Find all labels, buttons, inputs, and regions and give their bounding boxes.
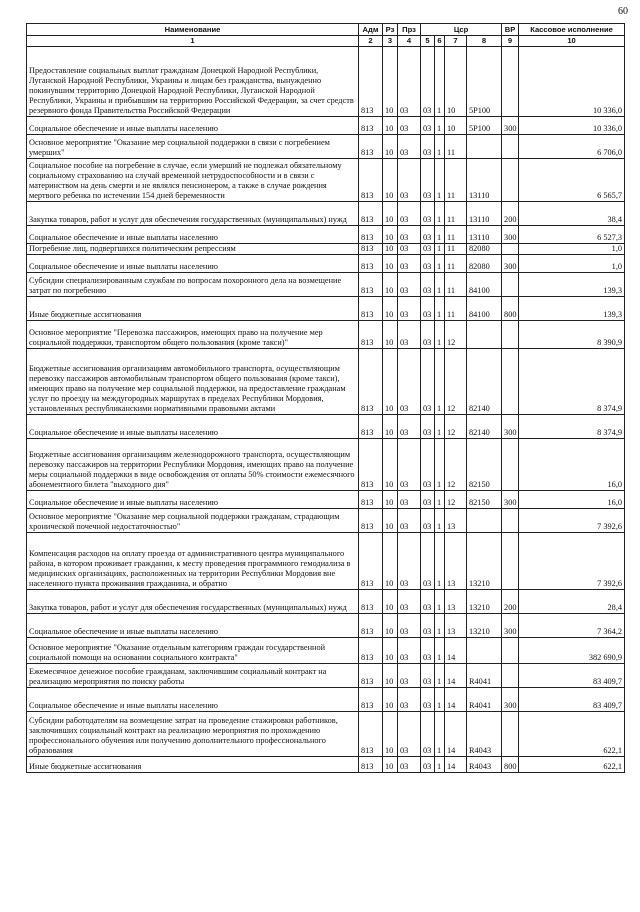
cell-c7: 11 — [445, 255, 467, 273]
cell-rz: 10 — [383, 757, 398, 773]
cell-amount: 622,1 — [519, 712, 625, 757]
cell-c8: 82150 — [467, 439, 502, 491]
cell-adm: 813 — [359, 117, 383, 135]
cell-c8: 13210 — [467, 614, 502, 638]
table-row — [27, 757, 625, 773]
cell-c5: 03 — [421, 202, 435, 226]
cell-adm: 813 — [359, 439, 383, 491]
table-row — [27, 135, 625, 159]
cell-c7: 11 — [445, 202, 467, 226]
table-row — [27, 638, 625, 664]
cell-adm: 813 — [359, 614, 383, 638]
header-amount: Кассовое исполнение — [519, 24, 625, 36]
cell-amount: 16,0 — [519, 439, 625, 491]
cell-c6: 1 — [435, 255, 445, 273]
cell-c6: 1 — [435, 202, 445, 226]
table-row — [27, 202, 625, 226]
cell-rz: 10 — [383, 226, 398, 244]
cell-vr — [502, 533, 519, 590]
cell-name: Иные бюджетные ассигнования — [27, 297, 359, 321]
cell-vr: 300 — [502, 614, 519, 638]
cell-name: Социальное пособие на погребение в случае, если умерший не подлежал обязательному социальному страхованию на случай временной нетрудоспособности и в связи с материнством на день смерти и не являлся пенсионером, а также в случае рождения мертвого ребенка по истечении 154 дней беременности — [27, 159, 359, 202]
header-number: 3 — [383, 36, 398, 47]
cell-vr: 300 — [502, 226, 519, 244]
cell-c5: 03 — [421, 135, 435, 159]
table-row — [27, 664, 625, 688]
cell-name: Ежемесячное денежное пособие гражданам, заключившим социальный контракт на реализацию мероприятия по поиску работы — [27, 664, 359, 688]
cell-c8: 82150 — [467, 491, 502, 509]
cell-c7: 14 — [445, 688, 467, 712]
cell-c6: 1 — [435, 244, 445, 255]
cell-vr: 200 — [502, 202, 519, 226]
cell-adm: 813 — [359, 159, 383, 202]
cell-adm: 813 — [359, 712, 383, 757]
header-adm: Адм — [359, 24, 383, 36]
table-row — [27, 590, 625, 614]
cell-c7: 12 — [445, 491, 467, 509]
cell-name: Бюджетные ассигнования организациям автомобильного транспорта, осуществляющим перевозку пассажиров автомобильным транспортом общего пользования (кроме такси), имеющих право на получение мер социальной поддержки, на предоставление гражданам услуг по проезду на междугородных маршрутах в пределах Республики Мордовия, установленных республиканскими нормативными правовыми актами — [27, 349, 359, 415]
cell-c5: 03 — [421, 664, 435, 688]
cell-name: Субсидии специализированным службам по вопросам похоронного дела на возмещение затрат по погребению — [27, 273, 359, 297]
cell-prz: 03 — [398, 321, 421, 349]
cell-amount: 7 364,2 — [519, 614, 625, 638]
cell-c5: 03 — [421, 757, 435, 773]
cell-adm: 813 — [359, 688, 383, 712]
cell-prz: 03 — [398, 349, 421, 415]
header-number: 1 — [27, 36, 359, 47]
table-row — [27, 117, 625, 135]
cell-c6: 1 — [435, 614, 445, 638]
header-number: 6 — [435, 36, 445, 47]
cell-c7: 11 — [445, 297, 467, 321]
cell-c8: R4043 — [467, 757, 502, 773]
header-vr: ВР — [502, 24, 519, 36]
cell-adm: 813 — [359, 757, 383, 773]
header-row — [27, 24, 625, 36]
cell-name: Социальное обеспечение и иные выплаты населению — [27, 415, 359, 439]
cell-amount: 7 392,6 — [519, 509, 625, 533]
cell-prz: 03 — [398, 415, 421, 439]
cell-c5: 03 — [421, 638, 435, 664]
cell-name: Бюджетные ассигнования организациям железнодорожного транспорта, осуществляющим перевозку пассажиров на территории Республики Мордовия, имеющих право на получение меры социальной поддержки в виде освобождения от оплаты 50% стоимости ежемесячного абонементного билета "выходного дня" — [27, 439, 359, 491]
cell-adm: 813 — [359, 321, 383, 349]
cell-prz: 03 — [398, 255, 421, 273]
cell-amount: 6 527,3 — [519, 226, 625, 244]
cell-c7: 11 — [445, 273, 467, 297]
cell-c6: 1 — [435, 757, 445, 773]
cell-rz: 10 — [383, 439, 398, 491]
cell-c5: 03 — [421, 590, 435, 614]
cell-rz: 10 — [383, 509, 398, 533]
table-row — [27, 226, 625, 244]
cell-prz: 03 — [398, 509, 421, 533]
cell-c8: R4041 — [467, 664, 502, 688]
cell-prz: 03 — [398, 202, 421, 226]
cell-c6: 1 — [435, 415, 445, 439]
cell-adm: 813 — [359, 244, 383, 255]
cell-c7: 14 — [445, 664, 467, 688]
cell-c5: 03 — [421, 614, 435, 638]
cell-rz: 10 — [383, 202, 398, 226]
cell-adm: 813 — [359, 47, 383, 117]
cell-c5: 03 — [421, 509, 435, 533]
cell-vr: 300 — [502, 255, 519, 273]
cell-amount: 7 392,6 — [519, 533, 625, 590]
cell-rz: 10 — [383, 664, 398, 688]
cell-amount: 38,4 — [519, 202, 625, 226]
cell-vr — [502, 47, 519, 117]
cell-prz: 03 — [398, 226, 421, 244]
cell-c7: 13 — [445, 533, 467, 590]
header-number: 7 — [445, 36, 467, 47]
cell-vr — [502, 321, 519, 349]
header-number: 5 — [421, 36, 435, 47]
cell-name: Основное мероприятие "Перевозка пассажиров, имеющих право на получение мер социальной поддержки, транспортом общего пользования (кроме такси)" — [27, 321, 359, 349]
cell-adm: 813 — [359, 349, 383, 415]
cell-c7: 13 — [445, 590, 467, 614]
cell-amount: 139,3 — [519, 297, 625, 321]
cell-name: Социальное обеспечение и иные выплаты населению — [27, 614, 359, 638]
cell-c6: 1 — [435, 712, 445, 757]
cell-vr — [502, 509, 519, 533]
cell-adm: 813 — [359, 638, 383, 664]
cell-c5: 03 — [421, 226, 435, 244]
cell-amount: 10 336,0 — [519, 47, 625, 117]
cell-name: Социальное обеспечение и иные выплаты населению — [27, 226, 359, 244]
table-row — [27, 614, 625, 638]
cell-c8 — [467, 135, 502, 159]
cell-rz: 10 — [383, 614, 398, 638]
cell-c5: 03 — [421, 533, 435, 590]
cell-c6: 1 — [435, 491, 445, 509]
cell-vr: 300 — [502, 491, 519, 509]
header-number: 9 — [502, 36, 519, 47]
cell-rz: 10 — [383, 273, 398, 297]
cell-prz: 03 — [398, 297, 421, 321]
cell-adm: 813 — [359, 226, 383, 244]
cell-c8 — [467, 638, 502, 664]
cell-c6: 1 — [435, 509, 445, 533]
cell-c6: 1 — [435, 638, 445, 664]
cell-c6: 1 — [435, 533, 445, 590]
cell-c6: 1 — [435, 349, 445, 415]
cell-vr — [502, 244, 519, 255]
cell-c5: 03 — [421, 244, 435, 255]
page-number: 60 — [618, 6, 628, 17]
cell-adm: 813 — [359, 664, 383, 688]
cell-prz: 03 — [398, 491, 421, 509]
cell-adm: 813 — [359, 135, 383, 159]
cell-c6: 1 — [435, 439, 445, 491]
cell-amount: 8 390,9 — [519, 321, 625, 349]
cell-prz: 03 — [398, 664, 421, 688]
cell-name: Основное мероприятие "Оказание отдельным категориям граждан государственной социальной помощи на основании социального контракта" — [27, 638, 359, 664]
cell-c7: 14 — [445, 757, 467, 773]
cell-name: Социальное обеспечение и иные выплаты населению — [27, 255, 359, 273]
cell-c8: 82080 — [467, 255, 502, 273]
cell-amount: 139,3 — [519, 273, 625, 297]
cell-c7: 11 — [445, 226, 467, 244]
cell-amount: 6 565,7 — [519, 159, 625, 202]
cell-prz: 03 — [398, 135, 421, 159]
cell-adm: 813 — [359, 533, 383, 590]
cell-c6: 1 — [435, 117, 445, 135]
cell-rz: 10 — [383, 590, 398, 614]
header-prz: Прз — [398, 24, 421, 36]
cell-c8: R4043 — [467, 712, 502, 757]
cell-c5: 03 — [421, 491, 435, 509]
table-row — [27, 244, 625, 255]
cell-amount: 1,0 — [519, 255, 625, 273]
cell-c6: 1 — [435, 159, 445, 202]
cell-adm: 813 — [359, 273, 383, 297]
cell-c7: 11 — [445, 159, 467, 202]
cell-c8: R4041 — [467, 688, 502, 712]
cell-adm: 813 — [359, 509, 383, 533]
header-number: 4 — [398, 36, 421, 47]
cell-rz: 10 — [383, 321, 398, 349]
table-row — [27, 712, 625, 757]
cell-c6: 1 — [435, 273, 445, 297]
cell-vr: 300 — [502, 117, 519, 135]
cell-vr: 300 — [502, 688, 519, 712]
cell-prz: 03 — [398, 757, 421, 773]
cell-rz: 10 — [383, 533, 398, 590]
cell-c8: 82140 — [467, 349, 502, 415]
cell-vr — [502, 159, 519, 202]
cell-prz: 03 — [398, 244, 421, 255]
cell-amount: 83 409,7 — [519, 688, 625, 712]
table-row — [27, 255, 625, 273]
cell-c8: 13110 — [467, 202, 502, 226]
cell-prz: 03 — [398, 117, 421, 135]
cell-c8 — [467, 321, 502, 349]
cell-amount: 83 409,7 — [519, 664, 625, 688]
cell-c8: 84100 — [467, 273, 502, 297]
cell-c6: 1 — [435, 688, 445, 712]
cell-adm: 813 — [359, 415, 383, 439]
cell-amount: 8 374,9 — [519, 415, 625, 439]
cell-amount: 622,1 — [519, 757, 625, 773]
cell-c7: 14 — [445, 638, 467, 664]
cell-c5: 03 — [421, 117, 435, 135]
cell-c5: 03 — [421, 297, 435, 321]
cell-c7: 12 — [445, 321, 467, 349]
cell-c6: 1 — [435, 47, 445, 117]
cell-prz: 03 — [398, 47, 421, 117]
cell-adm: 813 — [359, 297, 383, 321]
cell-c7: 14 — [445, 712, 467, 757]
cell-rz: 10 — [383, 47, 398, 117]
cell-prz: 03 — [398, 688, 421, 712]
cell-c5: 03 — [421, 415, 435, 439]
cell-name: Основное мероприятие "Оказание мер социальной поддержки в связи с погребением умерших" — [27, 135, 359, 159]
cell-rz: 10 — [383, 159, 398, 202]
header-number: 8 — [467, 36, 502, 47]
cell-c8: 13210 — [467, 590, 502, 614]
cell-name: Закупка товаров, работ и услуг для обеспечения государственных (муниципальных) нужд — [27, 590, 359, 614]
header-number: 10 — [519, 36, 625, 47]
cell-rz: 10 — [383, 349, 398, 415]
cell-c6: 1 — [435, 226, 445, 244]
cell-amount: 382 690,9 — [519, 638, 625, 664]
cell-c5: 03 — [421, 712, 435, 757]
cell-adm: 813 — [359, 202, 383, 226]
cell-c7: 12 — [445, 439, 467, 491]
table-row — [27, 439, 625, 491]
table-row — [27, 297, 625, 321]
cell-prz: 03 — [398, 590, 421, 614]
cell-amount: 10 336,0 — [519, 117, 625, 135]
cell-name: Компенсация расходов на оплату проезда от административного центра муниципального района, в котором проживает гражданин, к месту проведения программного гемодиализа в медицинских организациях, расположенных на территории Республики Мордовия вне населенного пункта проживания гражданина, и обратно — [27, 533, 359, 590]
cell-name: Субсидии работодателям на возмещение затрат на проведение стажировки работников, заключивших социальный контракт на реализацию мероприятия по прохождению профессионального обучения или получению дополнительного профессионального образования — [27, 712, 359, 757]
cell-vr: 300 — [502, 415, 519, 439]
cell-c5: 03 — [421, 255, 435, 273]
cell-vr — [502, 273, 519, 297]
cell-name: Предоставление социальных выплат гражданам Донецкой Народной Республики, Луганской Народной Республики, Украины и лицам без гражданства, вынужденно покинувшим территорию Донецкой Народной Республики, Луганской Народной Республики, Украины и прибывшим на территорию Российской Федерации, за счет средств резервного фонда Правительства Российской Федерации — [27, 47, 359, 117]
cell-vr: 200 — [502, 590, 519, 614]
cell-vr: 800 — [502, 757, 519, 773]
table-row — [27, 273, 625, 297]
cell-name: Погребение лиц, подвергшихся политическим репрессиям — [27, 244, 359, 255]
cell-c8: 13210 — [467, 533, 502, 590]
cell-c6: 1 — [435, 664, 445, 688]
table-row — [27, 533, 625, 590]
cell-c7: 10 — [445, 47, 467, 117]
cell-c6: 1 — [435, 297, 445, 321]
cell-c8: 13110 — [467, 226, 502, 244]
cell-c7: 12 — [445, 349, 467, 415]
cell-vr — [502, 712, 519, 757]
table-row — [27, 47, 625, 117]
cell-c5: 03 — [421, 321, 435, 349]
table-row — [27, 491, 625, 509]
cell-vr — [502, 439, 519, 491]
cell-amount: 28,4 — [519, 590, 625, 614]
table-row — [27, 159, 625, 202]
cell-name: Социальное обеспечение и иные выплаты населению — [27, 688, 359, 712]
header-number-row — [27, 36, 625, 47]
cell-vr — [502, 135, 519, 159]
cell-c5: 03 — [421, 688, 435, 712]
cell-rz: 10 — [383, 297, 398, 321]
cell-amount: 8 374,9 — [519, 349, 625, 415]
cell-rz: 10 — [383, 712, 398, 757]
cell-vr — [502, 638, 519, 664]
budget-execution-table — [26, 23, 625, 773]
cell-c6: 1 — [435, 135, 445, 159]
cell-c8: 13110 — [467, 159, 502, 202]
table-row — [27, 509, 625, 533]
cell-vr — [502, 664, 519, 688]
cell-prz: 03 — [398, 273, 421, 297]
cell-name: Социальное обеспечение и иные выплаты населению — [27, 117, 359, 135]
cell-prz: 03 — [398, 638, 421, 664]
cell-name: Иные бюджетные ассигнования — [27, 757, 359, 773]
table-row — [27, 688, 625, 712]
cell-name: Социальное обеспечение и иные выплаты населению — [27, 491, 359, 509]
cell-c6: 1 — [435, 590, 445, 614]
cell-c8: 84100 — [467, 297, 502, 321]
cell-c5: 03 — [421, 273, 435, 297]
cell-c8: 5Р100 — [467, 117, 502, 135]
cell-adm: 813 — [359, 590, 383, 614]
header-name: Наименование — [27, 24, 359, 36]
cell-c7: 11 — [445, 244, 467, 255]
cell-prz: 03 — [398, 614, 421, 638]
cell-amount: 1,0 — [519, 244, 625, 255]
cell-rz: 10 — [383, 135, 398, 159]
cell-c5: 03 — [421, 439, 435, 491]
cell-adm: 813 — [359, 491, 383, 509]
cell-rz: 10 — [383, 415, 398, 439]
cell-adm: 813 — [359, 255, 383, 273]
header-number: 2 — [359, 36, 383, 47]
cell-c5: 03 — [421, 349, 435, 415]
cell-rz: 10 — [383, 255, 398, 273]
cell-vr — [502, 349, 519, 415]
cell-c7: 11 — [445, 135, 467, 159]
cell-amount: 6 706,0 — [519, 135, 625, 159]
cell-rz: 10 — [383, 638, 398, 664]
cell-name: Основное мероприятие "Оказание мер социальной поддержки гражданам, страдающим хронической почечной недостаточностью" — [27, 509, 359, 533]
header-rz: Рз — [383, 24, 398, 36]
cell-c8: 5Р100 — [467, 47, 502, 117]
table-row — [27, 415, 625, 439]
cell-c5: 03 — [421, 159, 435, 202]
cell-rz: 10 — [383, 117, 398, 135]
cell-prz: 03 — [398, 159, 421, 202]
cell-c7: 13 — [445, 614, 467, 638]
table-row — [27, 349, 625, 415]
cell-rz: 10 — [383, 244, 398, 255]
cell-c7: 13 — [445, 509, 467, 533]
cell-prz: 03 — [398, 712, 421, 757]
cell-amount: 16,0 — [519, 491, 625, 509]
header-csr: Цср — [421, 24, 502, 36]
cell-c8: 82140 — [467, 415, 502, 439]
cell-rz: 10 — [383, 688, 398, 712]
cell-c7: 10 — [445, 117, 467, 135]
table-row — [27, 321, 625, 349]
cell-c7: 12 — [445, 415, 467, 439]
cell-c5: 03 — [421, 47, 435, 117]
cell-name: Закупка товаров, работ и услуг для обеспечения государственных (муниципальных) нужд — [27, 202, 359, 226]
cell-prz: 03 — [398, 439, 421, 491]
cell-rz: 10 — [383, 491, 398, 509]
cell-prz: 03 — [398, 533, 421, 590]
cell-c8: 82080 — [467, 244, 502, 255]
cell-c6: 1 — [435, 321, 445, 349]
cell-vr: 800 — [502, 297, 519, 321]
cell-c8 — [467, 509, 502, 533]
